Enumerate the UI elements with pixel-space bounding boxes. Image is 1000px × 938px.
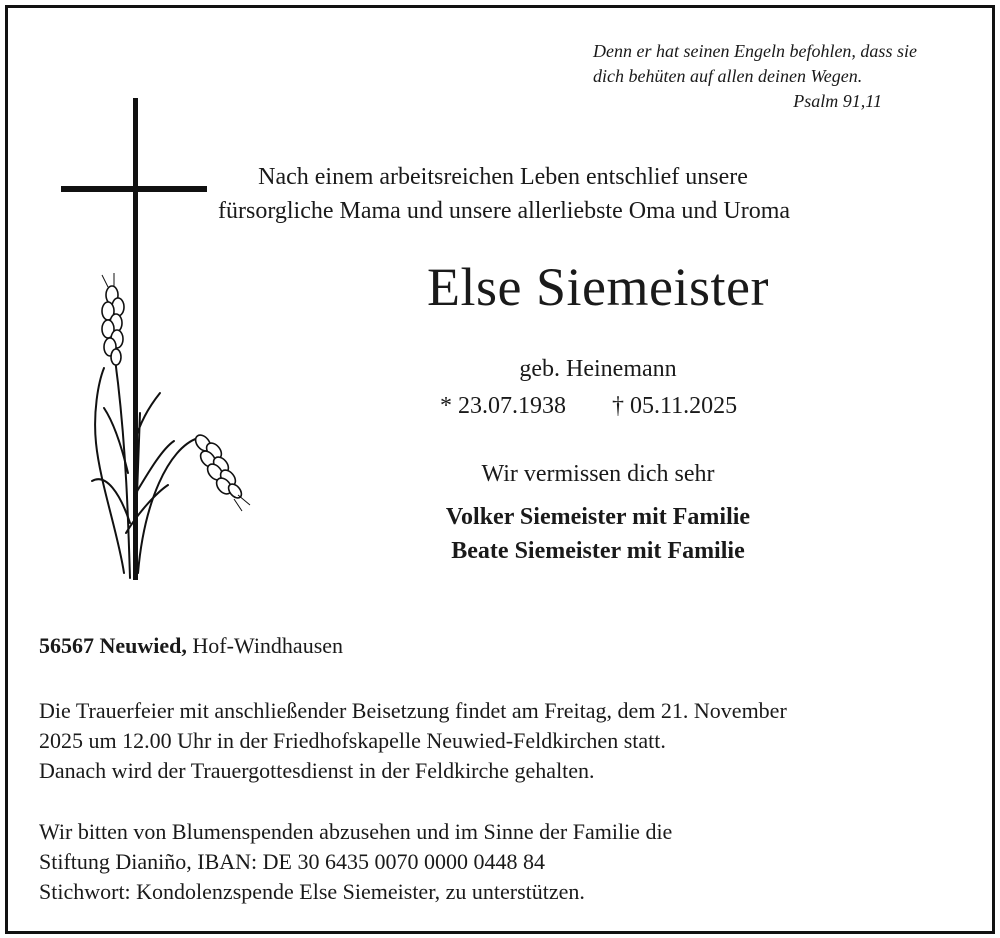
birth-name: geb. Heinemann xyxy=(519,356,677,382)
location-city: 56567 Neuwied, xyxy=(39,633,187,658)
quote-line-1: Denn er hat seinen Engeln befohlen, dass sie xyxy=(593,41,917,61)
donation-line-1: Wir bitten von Blumenspenden abzusehen und im Sinne der Familie die xyxy=(39,819,673,844)
death-date: † 05.11.2025 xyxy=(612,393,738,419)
intro-text xyxy=(218,160,791,228)
service-line-1: Die Trauerfeier mit anschließender Beisetzung findet am Freitag, dem 21. November xyxy=(39,698,787,723)
service-line-3: Danach wird der Trauergottesdienst in der Feldkirche gehalten. xyxy=(39,758,595,783)
service-info xyxy=(39,696,787,786)
intro-line-1: Nach einem arbeitsreichen Leben entschlief unsere xyxy=(258,164,748,190)
donation-line-2: Stiftung Dianiño, IBAN: DE 30 6435 0070 0000 0448 84 xyxy=(39,849,545,874)
donation-line-3: Stichwort: Kondolenzspende Else Siemeister, zu unterstützen. xyxy=(39,879,585,904)
deceased-name: Else Siemeister xyxy=(427,257,769,317)
location xyxy=(39,631,343,661)
intro-line-2: fürsorgliche Mama und unsere allerliebste Oma und Uroma xyxy=(218,198,791,224)
farewell-text: Wir vermissen dich sehr xyxy=(481,461,715,487)
obituary-card xyxy=(5,5,995,934)
quote-line-2: dich behüten auf allen deinen Wegen. xyxy=(593,66,863,86)
mourner-2: Beate Siemeister mit Familie xyxy=(451,538,745,564)
location-district: Hof-Windhausen xyxy=(192,633,344,658)
wheat-icon xyxy=(78,273,258,593)
service-line-2: 2025 um 12.00 Uhr in der Friedhofskapelle Neuwied-Feldkirchen statt. xyxy=(39,728,666,753)
quote-source: Psalm 91,11 xyxy=(793,91,882,111)
mourner-1: Volker Siemeister mit Familie xyxy=(445,504,751,530)
birth-date: * 23.07.1938 xyxy=(440,393,566,419)
psalm-quote xyxy=(593,39,917,114)
donation-info xyxy=(39,817,672,907)
